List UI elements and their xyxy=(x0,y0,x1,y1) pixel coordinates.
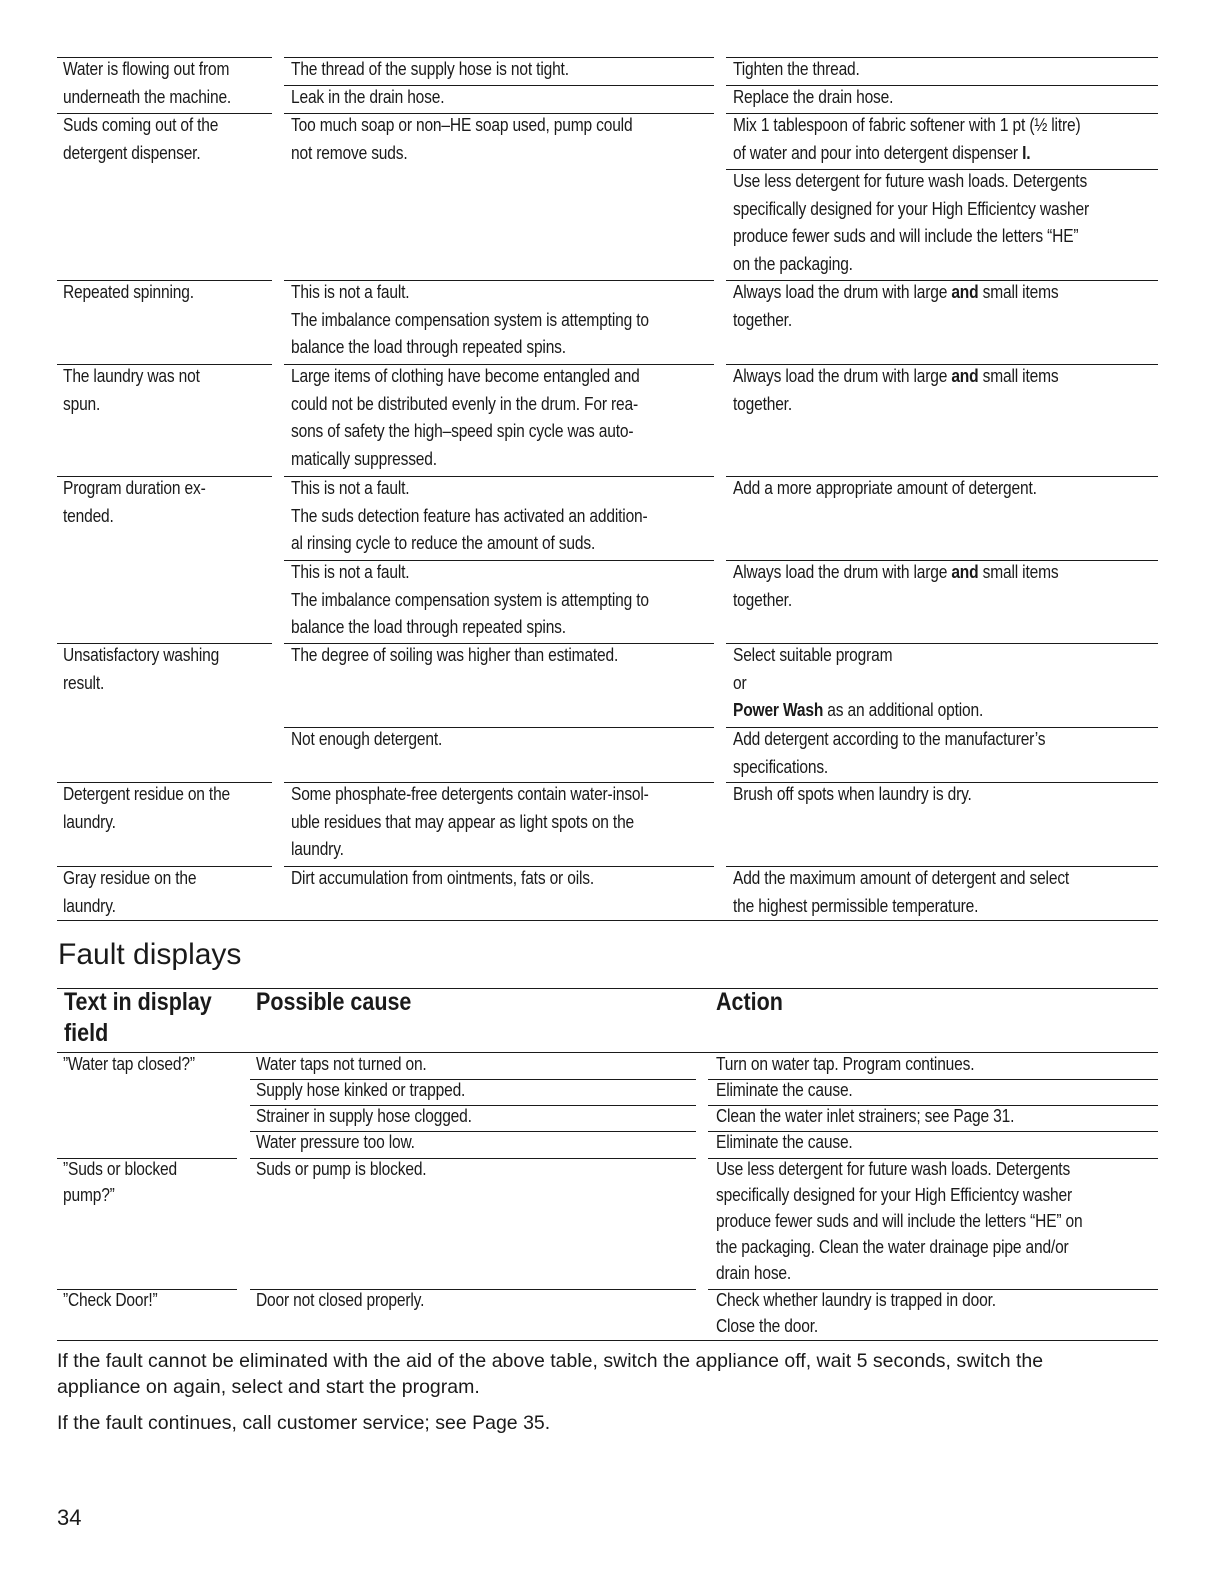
help-paragraph: If the fault cannot be eliminated with the aid of the above table, switch the appliance off, wait 5 seconds, switch the appliance on again, select and start the program. xyxy=(57,1350,1044,1398)
problem-cell: The laundry was not spun. xyxy=(63,365,200,414)
header-bottom-rule xyxy=(57,1052,1158,1053)
section-heading: Fault displays xyxy=(58,938,242,971)
display-text-cell: ”Suds or blocked pump?” xyxy=(63,1158,177,1205)
action-cell: Turn on water tap. Program continues. xyxy=(716,1053,975,1074)
problem-cell: Detergent residue on the laundry. xyxy=(63,783,231,832)
cause-cell: Too much soap or non–HE soap used, pump could not remove suds. xyxy=(291,114,633,163)
bold-and: and xyxy=(951,365,979,386)
problem-cell: Program duration ex- tended. xyxy=(63,477,206,526)
table-bottom-rule xyxy=(57,920,1158,921)
action-cell: Check whether laundry is trapped in door. Close the door. xyxy=(716,1289,996,1336)
power-wash-label: Power Wash xyxy=(733,699,824,720)
cause-cell: Door not closed properly. xyxy=(256,1289,425,1310)
action-cell: Mix 1 tablespoon of fabric softener with 1 pt (½ litre) of water and pour into detergent dispenser I. xyxy=(733,114,1081,163)
problem-cell: Gray residue on the laundry. xyxy=(63,867,197,916)
action-cell: Always load the drum with large and small items together. xyxy=(733,365,1059,414)
cause-cell: The thread of the supply hose is not tight. xyxy=(291,58,569,79)
page-number: 34 xyxy=(57,1505,82,1530)
action-cell: Tighten the thread. xyxy=(733,58,860,79)
cause-cell: Large items of clothing have become entangled and could not be distributed evenly in the drum. For rea- sons of safety the high–speed spin cycle was auto- matically suppressed. xyxy=(291,365,640,469)
cause-cell: Leak in the drain hose. xyxy=(291,86,445,107)
action-cell: Use less detergent for future wash loads. Detergents specifically designed for your High Efficientcy washer produce fewer suds and will include the letters “HE” on the packaging. Clean the water drainage pipe and/or drain hose. xyxy=(716,1158,1083,1283)
display-text-cell: ”Check Door!” xyxy=(63,1289,158,1310)
table-bottom-rule xyxy=(57,1340,1158,1341)
bold-and: and xyxy=(951,561,979,582)
action-cell: Brush off spots when laundry is dry. xyxy=(733,783,972,804)
display-text-cell: ”Water tap closed?” xyxy=(63,1053,195,1074)
cause-cell: Not enough detergent. xyxy=(291,728,443,749)
action-cell: Use less detergent for future wash loads. Detergents specifically designed for your High Efficientcy washer produce fewer suds and will include the letters “HE” on the packaging. xyxy=(733,170,1090,274)
action-cell: Eliminate the cause. xyxy=(716,1079,853,1100)
cause-cell: Water taps not turned on. xyxy=(256,1053,427,1074)
action-cell: Always load the drum with large and small items together. xyxy=(733,281,1059,330)
cause-cell: This is not a fault. The imbalance compensation system is attempting to balance the load through repeated spins. xyxy=(291,561,649,637)
dispenser-mark: I. xyxy=(1022,141,1031,163)
cause-cell: The degree of soiling was higher than estimated. xyxy=(291,644,619,665)
problem-cell: Repeated spinning. xyxy=(63,281,194,302)
action-cell: Eliminate the cause. xyxy=(716,1131,853,1152)
cause-cell: Water pressure too low. xyxy=(256,1131,415,1152)
cause-cell: Strainer in supply hose clogged. xyxy=(256,1105,472,1126)
action-cell: Add detergent according to the manufacturer’s specifications. xyxy=(733,728,1046,777)
customer-service-paragraph: If the fault continues, call customer service; see Page 35. xyxy=(57,1412,551,1434)
action-cell: Always load the drum with large and small items together. xyxy=(733,561,1059,610)
action-cell: Add the maximum amount of detergent and select the highest permissible temperature. xyxy=(733,867,1070,916)
cause-cell: Dirt accumulation from ointments, fats or oils. xyxy=(291,867,595,888)
problem-cell: Water is flowing out from underneath the machine. xyxy=(63,58,232,107)
column-header-cause: Possible cause xyxy=(256,988,412,1016)
cause-cell: This is not a fault. The suds detection feature has activated an addition- al rinsing cycle to reduce the amount of suds. xyxy=(291,477,648,553)
action-cell: Add a more appropriate amount of detergent. xyxy=(733,477,1037,498)
action-cell: Select suitable program or Power Wash as an additional option. xyxy=(733,644,984,720)
cause-cell: This is not a fault. The imbalance compensation system is attempting to balance the load through repeated spins. xyxy=(291,281,649,357)
cause-cell: Supply hose kinked or trapped. xyxy=(256,1079,466,1100)
action-cell: Clean the water inlet strainers; see Page 31. xyxy=(716,1105,1015,1126)
header-top-rule xyxy=(57,988,1158,989)
problem-cell: Suds coming out of the detergent dispenser. xyxy=(63,114,219,163)
column-header-display: Text in display field xyxy=(64,988,212,1047)
bold-and: and xyxy=(951,281,979,302)
column-header-action: Action xyxy=(716,988,783,1016)
action-cell: Replace the drain hose. xyxy=(733,86,894,107)
cause-cell: Some phosphate-free detergents contain water-insol- uble residues that may appear as light spots on the laundry. xyxy=(291,783,649,859)
problem-cell: Unsatisfactory washing result. xyxy=(63,644,220,693)
cause-cell: Suds or pump is blocked. xyxy=(256,1158,427,1179)
